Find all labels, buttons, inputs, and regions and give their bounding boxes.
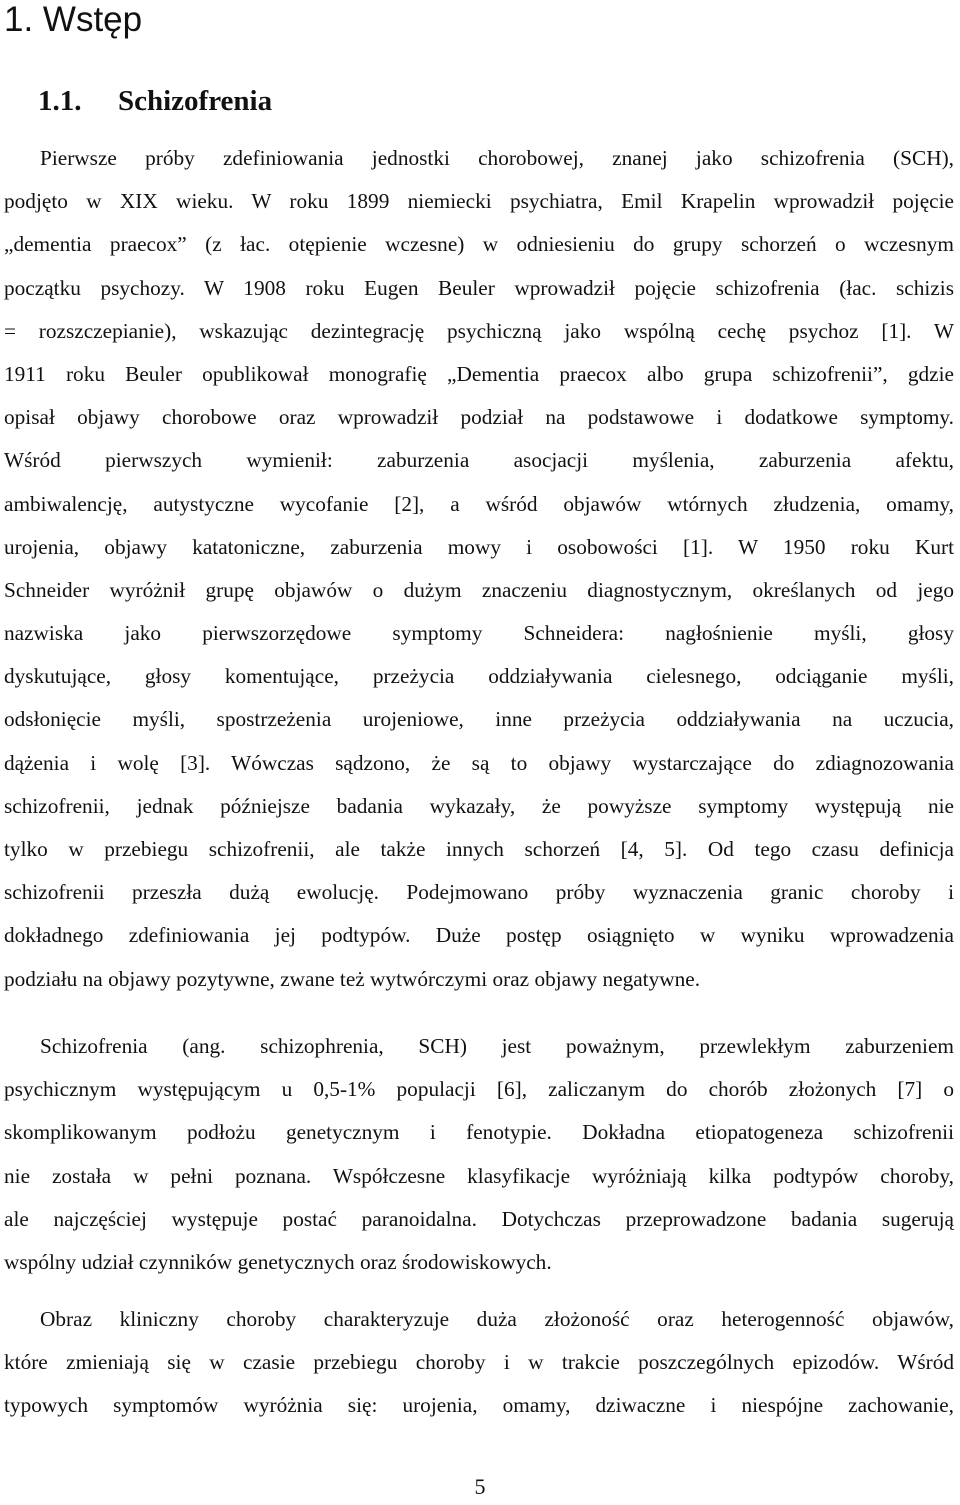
text-line: które zmieniają się w czasie przebiegu choroby i w trakcie poszczególnych epizodów. Wśród xyxy=(4,1350,954,1375)
text-line: opisał objawy chorobowe oraz wprowadził podział na podstawowe i dodatkowe symptomy. xyxy=(4,405,954,430)
text-line: początku psychozy. W 1908 roku Eugen Beuler wprowadził pojęcie schizofrenia (łac. schizis xyxy=(4,275,954,300)
section-number: 1.1. xyxy=(38,85,82,117)
paragraph-3 xyxy=(4,1298,954,1428)
text-line: = rozszczepianie), wskazując dezintegrację psychiczną jako wspólną cechę psychoz [1]. W xyxy=(4,318,954,343)
text-line: typowych symptomów wyróżnia się: urojenia, omamy, dziwaczne i niespójne zachowanie, xyxy=(4,1393,954,1418)
text-line: Pierwsze próby zdefiniowania jednostki chorobowej, znanej jako schizofrenia (SCH), xyxy=(40,146,954,170)
text-line: podziału na objawy pozytywne, zwane też wytwórczymi oraz objawy negatywne. xyxy=(4,966,701,991)
text-line: dyskutujące, głosy komentujące, przeżycia oddziaływania cielesnego, odciąganie myśli, xyxy=(4,664,954,689)
paragraph-1 xyxy=(4,137,954,1001)
text-line: Wśród pierwszych wymienił: zaburzenia asocjacji myślenia, zaburzenia afektu, xyxy=(4,448,954,473)
text-line: nie została w pełni poznana. Współczesne klasyfikacje wyróżniają kilka podtypów choroby, xyxy=(4,1163,954,1188)
page-number: 5 xyxy=(474,1474,486,1499)
section-heading xyxy=(38,84,272,118)
text-line: psychicznym występującym u 0,5-1% populacji [6], zaliczanym do chorób złożonych [7] o xyxy=(4,1077,954,1102)
section-title: Schizofrenia xyxy=(118,85,273,117)
text-line: skomplikowanym podłożu genetycznym i fenotypie. Dokładna etiopatogeneza schizofrenii xyxy=(4,1120,954,1145)
text-line: „dementia praecox” (z łac. otępienie wczesne) w odniesieniu do grupy schorzeń o wczesnym xyxy=(4,232,954,257)
text-line: ambiwalencję, autystyczne wycofanie [2], a wśród objawów wtórnych złudzenia, omamy, xyxy=(4,491,954,516)
paragraph-2 xyxy=(4,1025,954,1284)
text-line: podjęto w XIX wieku. W roku 1899 niemiecki psychiatra, Emil Krapelin wprowadził pojęcie xyxy=(4,189,954,214)
text-line: schizofrenii, jednak późniejsze badania wykazały, że powyższe symptomy występują nie xyxy=(4,793,954,818)
text-line: Schizofrenia (ang. schizophrenia, SCH) jest poważnym, przewlekłym zaburzeniem xyxy=(40,1034,954,1058)
text-line: schizofrenii przeszła dużą ewolucję. Podejmowano próby wyznaczenia granic choroby i xyxy=(4,880,954,905)
text-line: 1911 roku Beuler opublikował monografię „Dementia praecox albo grupa schizofrenii”, gdzie xyxy=(4,361,954,386)
text-line: Schneider wyróżnił grupę objawów o dużym znaczeniu diagnostycznym, określanych od jego xyxy=(4,577,954,602)
chapter-heading: 1. Wstęp xyxy=(4,0,143,39)
text-line: odsłonięcie myśli, spostrzeżenia urojeniowe, inne przeżycia oddziaływania na uczucia, xyxy=(4,707,954,732)
text-line: ale najczęściej występuje postać paranoidalna. Dotychczas przeprowadzone badania sugerują xyxy=(4,1206,954,1231)
text-line: dokładnego zdefiniowania jej podtypów. Duże postęp osiągnięto w wyniku wprowadzenia xyxy=(4,923,954,948)
text-line: wspólny udział czynników genetycznych oraz środowiskowych. xyxy=(4,1249,552,1274)
text-line: nazwiska jako pierwszorzędowe symptomy Schneidera: nagłośnienie myśli, głosy xyxy=(4,621,954,646)
text-line: tylko w przebiegu schizofrenii, ale także innych schorzeń [4, 5]. Od tego czasu definicja xyxy=(4,837,954,861)
text-line: Obraz kliniczny choroby charakteryzuje duża złożoność oraz heterogenność objawów, xyxy=(40,1307,954,1331)
text-line: urojenia, objawy katatoniczne, zaburzenia mowy i osobowości [1]. W 1950 roku Kurt xyxy=(4,534,954,559)
text-line: dążenia i wolę [3]. Wówczas sądzono, że są to objawy wystarczające do zdiagnozowania xyxy=(4,750,954,775)
